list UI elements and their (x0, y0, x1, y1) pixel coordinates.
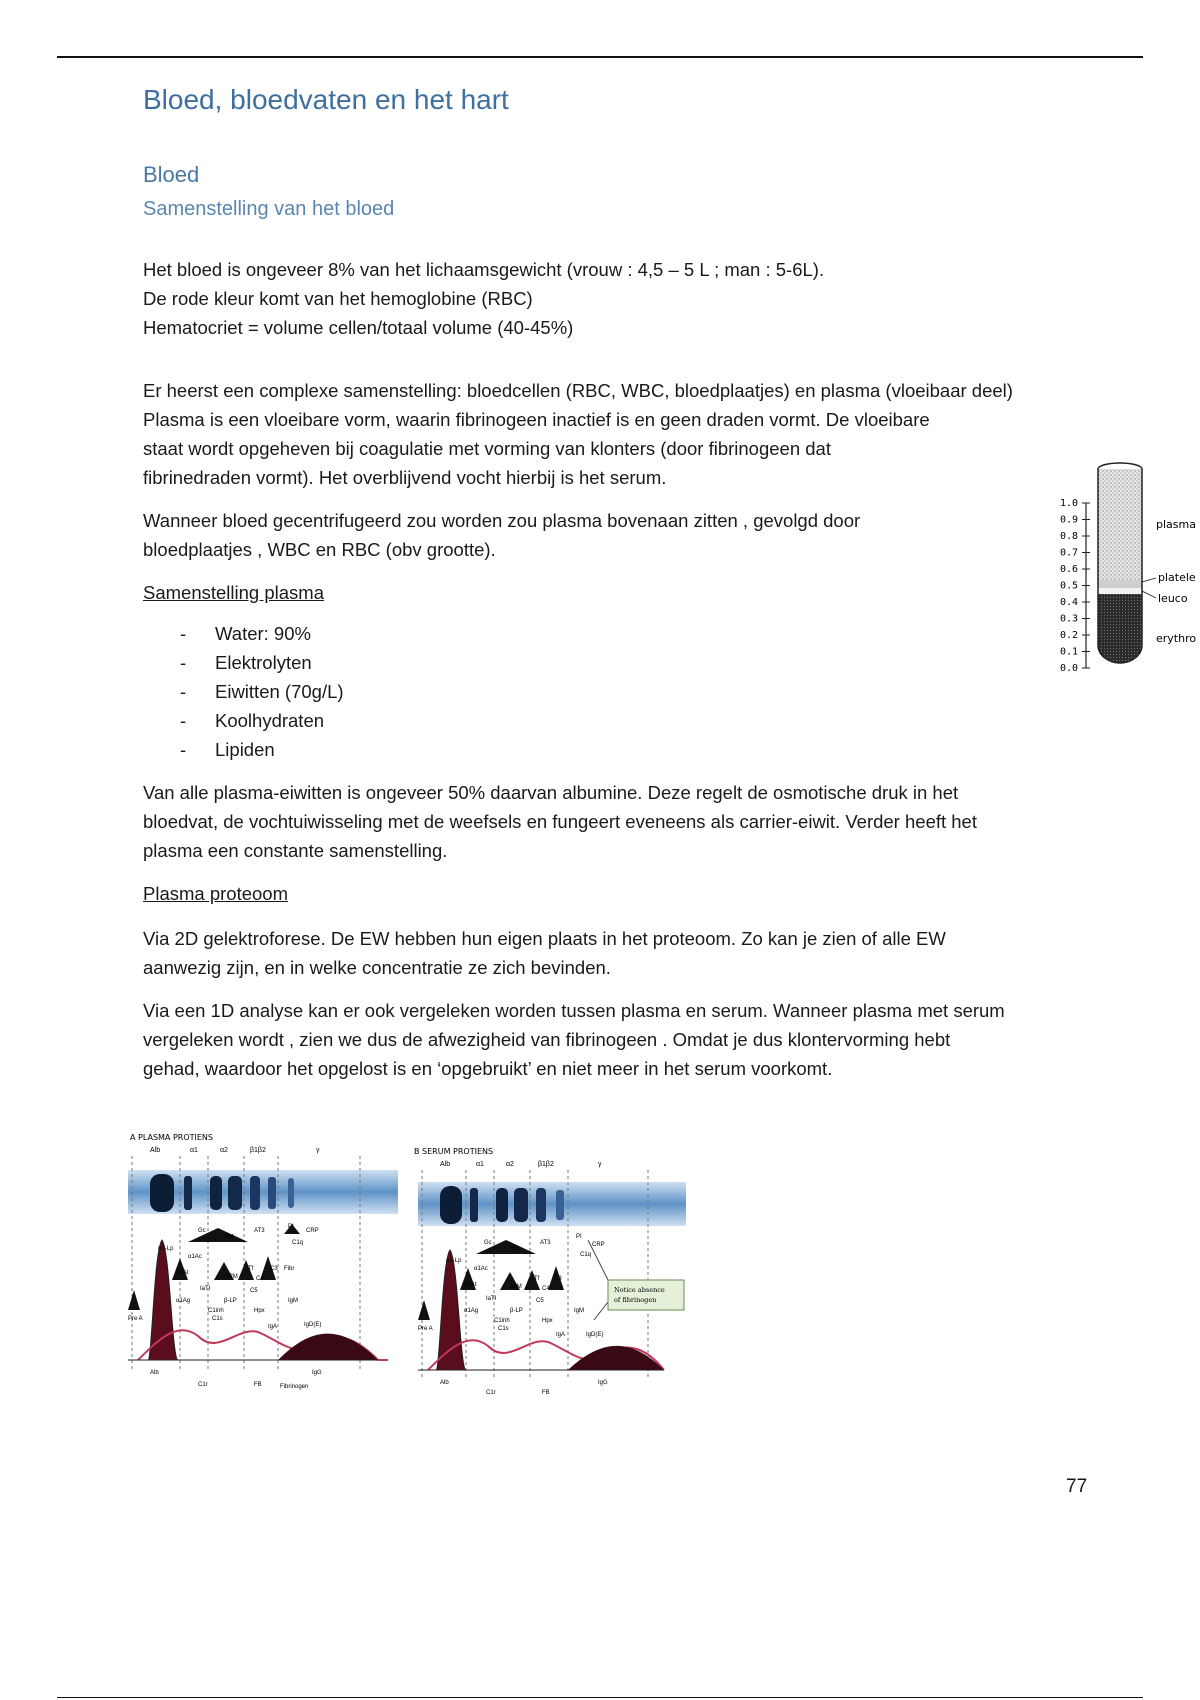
list-item: - Water: 90% (180, 619, 1093, 648)
paragraph-line: Plasma is een vloeibare vorm, waarin fibrinogeen inactief is en geen draden vormt. De vloeibare (143, 409, 930, 430)
curve-label: α2M (226, 1274, 238, 1280)
curve-label: IgG (312, 1370, 322, 1376)
label-leuco: leuco (1158, 592, 1188, 605)
fibrinogen-note-box (608, 1280, 684, 1310)
curve-label: C1s (498, 1326, 509, 1332)
paragraph-line: Wanneer bloed gecentrifugeerd zou worden zou plasma bovenaan zitten , gevolgd door (143, 510, 861, 531)
curve-label: C1inh (494, 1318, 510, 1324)
curve-label: α1-Lp (158, 1246, 174, 1252)
plasma-composition-heading: Samenstelling plasma (143, 582, 324, 603)
curve-label: PI (576, 1234, 582, 1240)
centrifuge-tube-figure (1058, 458, 1200, 678)
curve-label: α1-Lp (446, 1258, 462, 1264)
scale-label: 0.3 (1060, 613, 1079, 625)
composition-paragraph (143, 376, 1093, 492)
panel-a-title: A PLASMA PROTIENS (130, 1133, 213, 1142)
top-rule (57, 56, 1143, 58)
curve-label: Alb (150, 1370, 159, 1376)
intro-block (143, 255, 1093, 342)
subsection-heading: Samenstelling van het bloed (143, 198, 395, 220)
curve-label: Hpt (224, 1234, 234, 1240)
curve-label: C3 (270, 1266, 278, 1272)
curve-label: α1Ag (464, 1308, 479, 1314)
curve-label: β-LP (224, 1298, 237, 1304)
curve-label: Tf (534, 1276, 540, 1282)
intro-line: Hematocriet = volume cellen/totaal volume (40-45%) (143, 317, 574, 338)
zone-label: α1 (476, 1161, 484, 1168)
bottom-rule (57, 1697, 1143, 1698)
curve-label: PI (288, 1224, 294, 1230)
zone-label: α2 (220, 1147, 228, 1154)
curve-label: Hpt (510, 1246, 520, 1252)
label-plasma: plasma (1156, 518, 1196, 531)
paragraph-line: staat wordt opgeheven bij coagulatie met vorming van klonters (door fibrinogeen dat (143, 438, 831, 459)
paragraph-line: bloedplaatjes , WBC en RBC (obv grootte). (143, 539, 496, 560)
curve-label: α1Ac (188, 1254, 202, 1260)
list-item: - Eiwitten (70g/L) (180, 677, 1093, 706)
curve-label: Gc (484, 1240, 492, 1246)
curve-label: C5 (536, 1298, 544, 1304)
curve-label: α1At (176, 1270, 189, 1276)
paragraph-line: vergeleken wordt , zien we dus de afwezigheid van fibrinogeen . Omdat je dus klontervorming hebt (143, 1029, 951, 1050)
curve-label: IgD(E) (586, 1332, 604, 1338)
note-line: of fibrinogen (614, 1296, 657, 1304)
curve-label: C5 (250, 1288, 258, 1294)
note-line: Notice absence (614, 1286, 665, 1294)
paragraph-line: Via 2D gelektroforese. De EW hebben hun eigen plaats in het proteoom. Zo kan je zien of alle EW (143, 928, 946, 949)
paragraph-line: Er heerst een complexe samenstelling: bloedcellen (RBC, WBC, bloedplaatjes) en plasma (vloeibaar deel) (143, 380, 1013, 401)
curve-label: IgM (574, 1308, 585, 1314)
curve-label: Fibr (284, 1266, 295, 1272)
centrifuge-paragraph (143, 506, 1093, 564)
curve-label: IaTI (486, 1296, 497, 1302)
scale-label: 0.8 (1060, 531, 1079, 542)
curve-label: IgD(E) (304, 1322, 322, 1328)
zone-label: Alb (440, 1161, 451, 1168)
curve-label: β-LP (510, 1308, 523, 1314)
curve-label: Pre A (418, 1326, 433, 1332)
intro-line: De rode kleur komt van het hemoglobine (RBC) (143, 288, 533, 309)
plasma-composition-list (143, 619, 1093, 764)
curve-label: Hpx (542, 1318, 553, 1324)
curve-label: α2M (510, 1284, 522, 1290)
list-item: - Lipiden (180, 735, 1093, 764)
curve-label: α1Ag (176, 1298, 191, 1304)
curve-label: IgG (598, 1380, 608, 1386)
curve-label: C1s (212, 1316, 223, 1322)
curve-label: C1inh (208, 1308, 224, 1314)
curve-label: IgA (268, 1324, 278, 1330)
scale-label: 0.5 (1060, 580, 1079, 592)
page-title: Bloed, bloedvaten en het hart (143, 84, 509, 115)
paragraph-line: bloedvat, de vochtuiwisseling met de weefsels en fungeert eveneens als carrier-eiwit. Verder heeft het (143, 811, 977, 832)
proteome-paragraph (143, 924, 1093, 982)
page-number: 77 (1066, 1476, 1088, 1497)
panel-b-title: B SERUM PROTIENS (414, 1147, 494, 1156)
list-item: - Elektrolyten (180, 648, 1093, 677)
panel-serum (414, 1147, 686, 1396)
page-content (143, 84, 1093, 1083)
curve-label: AT3 (254, 1228, 265, 1234)
label-erythro: erythro (1156, 632, 1197, 645)
paragraph-line: aanwezig zijn, en in welke concentratie ze zich bevinden. (143, 957, 611, 978)
curve-label: Hpx (254, 1308, 265, 1314)
scale-label: 0.1 (1060, 646, 1079, 658)
scale-label: 0.0 (1060, 663, 1079, 674)
zone-label: α1 (190, 1147, 198, 1154)
curve-label: Fibrinogen (280, 1384, 309, 1390)
scale-label: 0.4 (1060, 597, 1079, 608)
curve-label: CRP (306, 1228, 319, 1234)
curve-label: Alb (440, 1380, 449, 1386)
curve-label: C4 (256, 1276, 264, 1282)
curve-label: Tf (248, 1266, 254, 1272)
curve-label: IgM (288, 1298, 299, 1304)
curve-label: C1q (580, 1252, 592, 1258)
scale-label: 1.0 (1060, 498, 1079, 509)
curve-label: IaTI (200, 1286, 211, 1292)
scale-label: 0.7 (1060, 547, 1079, 559)
plasma-proteome-heading: Plasma proteoom (143, 883, 288, 904)
scale-label: 0.9 (1060, 514, 1079, 526)
section-heading: Bloed (143, 162, 200, 187)
scale-label: 0.6 (1060, 564, 1079, 575)
panel-plasma (128, 1133, 398, 1390)
serum-paragraph (143, 996, 1093, 1083)
zone-label: γ (598, 1161, 602, 1168)
paragraph-line: Via een 1D analyse kan er ook vergeleken worden tussen plasma en serum. Wanneer plasma met serum (143, 1000, 1005, 1021)
curve-label: α1Ac (474, 1266, 488, 1272)
curve-label: C1q (292, 1240, 304, 1246)
curve-label: C4 (542, 1286, 550, 1292)
curve-label: CRP (592, 1242, 605, 1248)
zone-label: γ (316, 1147, 320, 1154)
electrophoresis-figure (128, 1130, 728, 1400)
curve-label: AT3 (540, 1240, 551, 1246)
curve-label: FB (254, 1382, 262, 1388)
curve-label: C3 (554, 1276, 562, 1282)
zone-label: Alb (150, 1147, 161, 1154)
paragraph-line: plasma een constante samenstelling. (143, 840, 448, 861)
curve-label: FB (542, 1390, 550, 1396)
curve-label: α1At (464, 1282, 477, 1288)
zone-label: β1β2 (538, 1161, 554, 1168)
curve-label: C1r (198, 1382, 208, 1388)
list-item: - Koolhydraten (180, 706, 1093, 735)
label-platelets: platele (1158, 571, 1196, 584)
scale-label: 0.2 (1060, 630, 1079, 641)
zone-label: α2 (506, 1161, 514, 1168)
intro-line: Het bloed is ongeveer 8% van het lichaamsgewicht (vrouw : 4,5 – 5 L ; man : 5-6L). (143, 259, 825, 280)
paragraph-line: gehad, waardoor het opgelost is en ‘opgebruikt’ en niet meer in het serum voorkomt. (143, 1058, 833, 1079)
curve-label: Gc (198, 1228, 206, 1234)
curve-label: IgA (556, 1332, 566, 1338)
curve-label: Pre A (128, 1316, 143, 1322)
zone-label: β1β2 (250, 1147, 266, 1154)
paragraph-line: Van alle plasma-eiwitten is ongeveer 50% daarvan albumine. Deze regelt de osmotische druk in het (143, 782, 959, 803)
paragraph-line: fibrinedraden vormt). Het overblijvend vocht hierbij is het serum. (143, 467, 667, 488)
curve-label: C1r (486, 1390, 496, 1396)
albumin-paragraph (143, 778, 1093, 865)
